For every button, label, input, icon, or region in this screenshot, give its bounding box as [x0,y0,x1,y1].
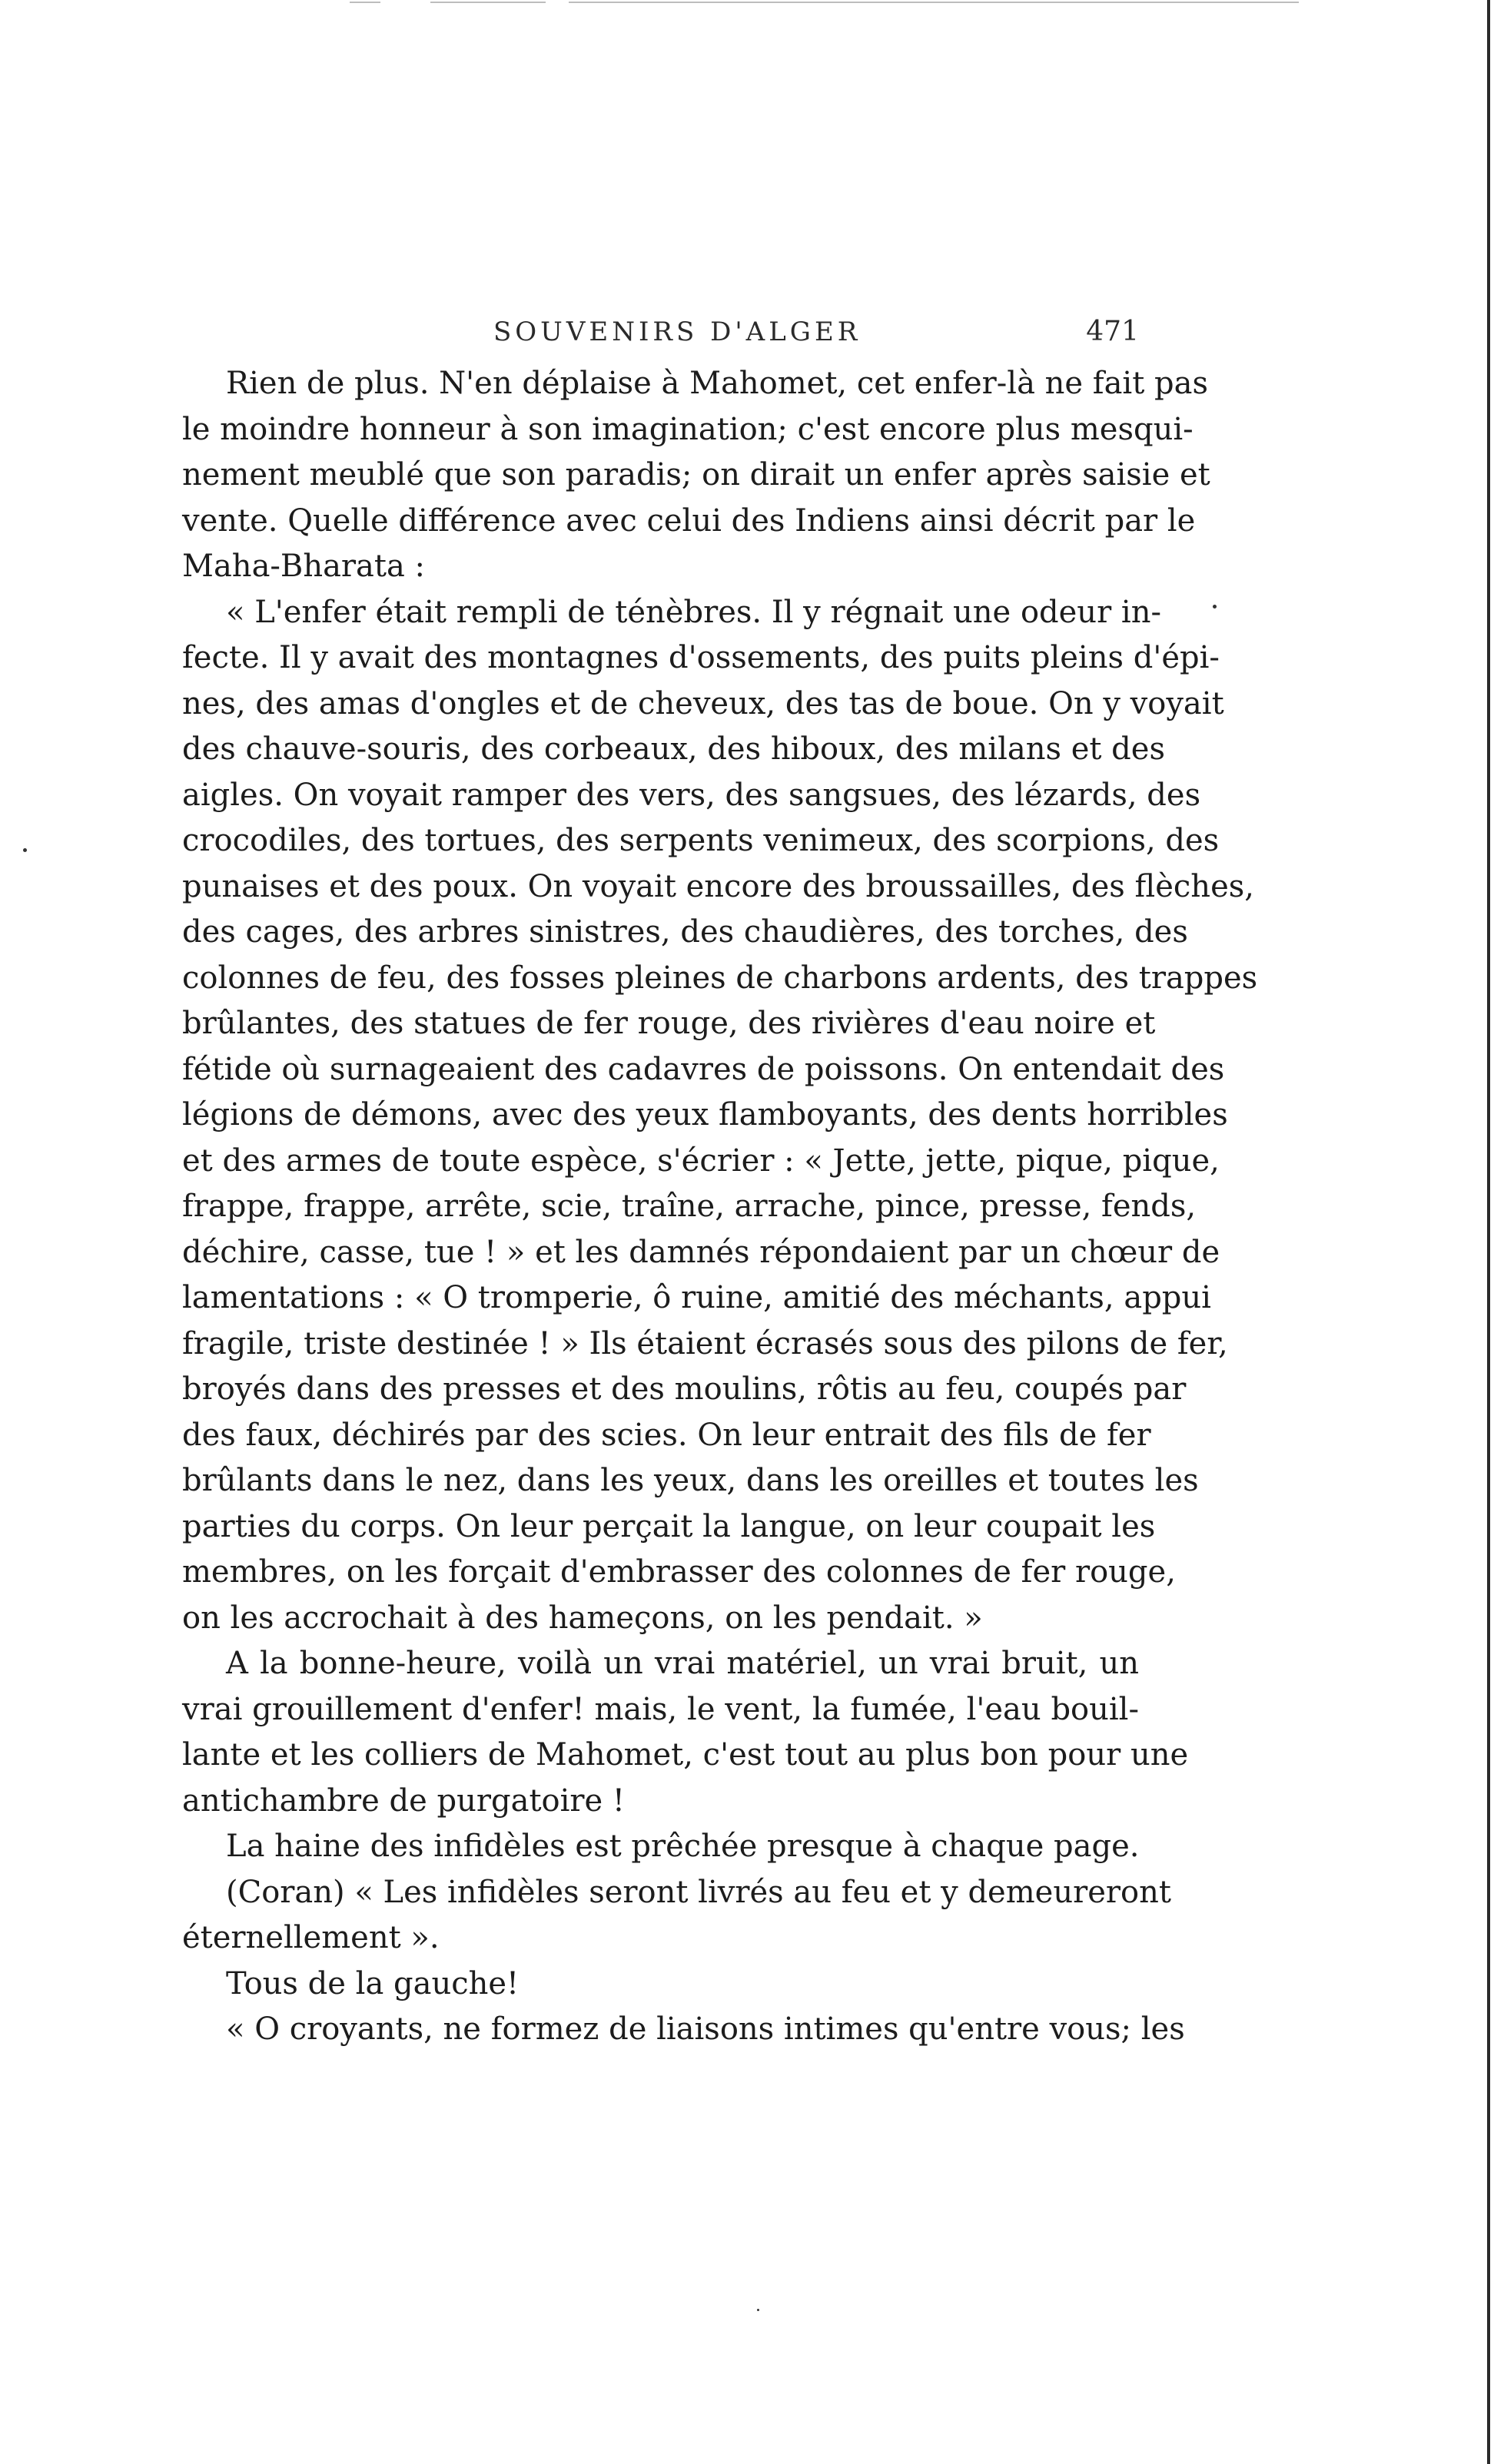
text-line: vente. Quelle différence avec celui des Indiens ainsi décrit par le [182,502,1196,539]
text-line: des chauve-souris, des corbeaux, des hiboux, des milans et des [182,731,1165,767]
text-line: vrai grouillement d'enfer! mais, le vent, la fumée, l'eau bouil- [182,1691,1139,1727]
scan-speck [23,848,27,852]
scan-top-rule-1 [350,2,380,3]
text-line: nes, des amas d'ongles et de cheveux, des tas de boue. On y voyait [182,685,1224,721]
body-text [182,361,1258,2053]
text-line: membres, on les forçait d'embrasser des colonnes de fer rouge, [182,1554,1176,1590]
text-line: légions de démons, avec des yeux flamboyants, des dents horribles [182,1097,1228,1133]
text-line: et des armes de toute espèce, s'écrier : « Jette, jette, pique, pique, [182,1142,1220,1179]
text-line: La haine des infidèles est prêchée presque à chaque page. [226,1829,1140,1864]
text-line: fragile, triste destinée ! » Ils étaient écrasés sous des pilons de fer, [182,1325,1228,1361]
scan-top-rule-3 [569,2,1299,3]
text-line: fecte. Il y avait des montagnes d'ossements, des puits pleins d'épi- [182,640,1220,675]
scan-speck [1213,605,1217,609]
page-number: 471 [1086,316,1139,347]
text-line: frappe, frappe, arrête, scie, traîne, arrache, pince, presse, fends, [182,1189,1197,1224]
text-line: A la bonne-heure, voilà un vrai matériel, un vrai bruit, un [226,1646,1139,1681]
text-line: antichambre de purgatoire ! [182,1783,625,1819]
text-line: (Coran) « Les infidèles seront livrés au feu et y demeureront [226,1874,1171,1910]
text-line: colonnes de feu, des fosses pleines de charbons ardents, des trappes [182,960,1258,996]
text-line: lante et les colliers de Mahomet, c'est tout au plus bon pour une [182,1737,1189,1773]
text-line: lamentations : « O tromperie, ô ruine, amitié des méchants, appui [182,1280,1211,1315]
text-line: on les accrochait à des hameçons, on les pendait. » [182,1600,983,1636]
text-line: Tous de la gauche! [226,1965,520,2001]
text-line: « O croyants, ne formez de liaisons intimes qu'entre vous; les [226,2011,1185,2047]
text-line: éternellement ». [182,1920,440,1955]
text-line: brûlants dans le nez, dans les yeux, dans les oreilles et toutes les [182,1463,1199,1498]
text-line: crocodiles, des tortues, des serpents venimeux, des scorpions, des [182,823,1220,858]
text-line: parties du corps. On leur perçait la langue, on leur coupait les [182,1508,1156,1544]
text-line: le moindre honneur à son imagination; c'est encore plus mesqui- [182,411,1194,447]
text-line: nement meublé que son paradis; on dirait un enfer après saisie et [182,457,1210,492]
text-line: brûlantes, des statues de fer rouge, des rivières d'eau noire et [182,1006,1156,1041]
text-line: des faux, déchirés par des scies. On leur entrait des fils de fer [182,1417,1151,1453]
text-line: Rien de plus. N'en déplaise à Mahomet, cet enfer-là ne fait pas [226,366,1208,401]
text-line: Maha-Bharata : [182,549,426,584]
text-line: des cages, des arbres sinistres, des chaudières, des torches, des [182,914,1188,950]
running-title: SOUVENIRS D'ALGER [493,317,862,347]
scan-speck [757,2309,759,2311]
scan-top-rule-2 [430,2,546,3]
text-line: fétide où surnageaient des cadavres de poissons. On entendait des [182,1051,1225,1087]
text-line: déchire, casse, tue ! » et les damnés répondaient par un chœur de [182,1234,1220,1270]
scan-right-edge [1487,0,1490,2464]
text-line: broyés dans des presses et des moulins, rôtis au feu, coupés par [182,1371,1187,1407]
text-line: aigles. On voyait ramper des vers, des sangsues, des lézards, des [182,777,1201,813]
text-line: punaises et des poux. On voyait encore des broussailles, des flèches, [182,868,1254,904]
text-line: « L'enfer était rempli de ténèbres. Il y régnait une odeur in- [226,594,1161,630]
running-head [208,310,1139,353]
